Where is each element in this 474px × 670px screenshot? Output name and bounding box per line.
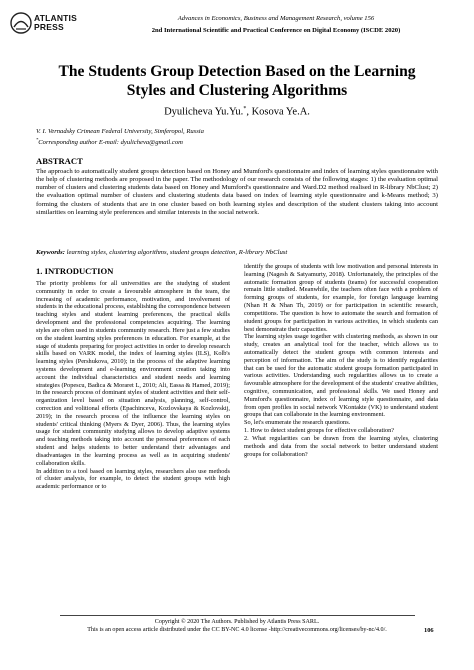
author-1-mark: *	[243, 106, 247, 112]
footer-divider	[60, 615, 415, 616]
atlantis-logo-icon	[10, 12, 32, 34]
intro-paragraph-5: So, let's enumerate the research questions.	[244, 419, 351, 427]
corresponding-mark: *	[36, 137, 39, 143]
keywords-list: learning styles, clustering algorithms, student groups detection, R-library NbClust	[64, 249, 288, 256]
journal-line: Advances in Economics, Business and Management Research, volume 156	[177, 15, 375, 22]
publisher-logo	[10, 10, 80, 36]
copyright-line: Copyright © 2020 The Authors. Published by Atlantis Press SARL.	[154, 619, 320, 625]
introduction-heading: 1. INTRODUCTION	[36, 266, 114, 276]
affiliation: V. I. Vernadsky Crimean Federal University, Simferopol, Russia	[36, 128, 204, 135]
research-question-2: 2. What regularities can be drawn from the learning styles, clustering methods and data from the social network to better understand student groups for collaboration?	[244, 434, 438, 458]
affiliation-block	[36, 128, 204, 148]
intro-paragraph-2: In addition to a tool based on learning styles, researchers also use methods of cluster analysis, for example, to detect the student groups with high academic performance or to	[36, 467, 230, 491]
keywords	[36, 249, 438, 257]
title-line-2: Styles and Clustering Algorithms	[126, 81, 348, 99]
intro-paragraph-4: The learning styles usage together with clustering methods, as shown in our study, creates an analytical tool for the teacher, which allows us to automatically detect the student groups with common interests and perception of information. The aim of the study is to identify regularities that can be used for the automatic student groups formation participated in various activities. Understanding such regularities allows us to create a favourable atmosphere for the development of the students' creative abilities, cognitive, communication, and professional skills. We used Honey and Mumford's questionnaire, index of learning style questionnaire, and data from open profiles in social network VKontakte (VK) to understand student groups that can collaborate in the learning environment.	[244, 333, 438, 419]
research-question-1: 1. How to detect student groups for effective collaboration?	[244, 427, 395, 435]
author-1: Dyulicheva Yu.Yu.	[164, 106, 244, 118]
title-line-1: The Students Group Detection Based on the Learning	[58, 63, 416, 80]
authors	[30, 106, 444, 118]
publisher-name-line2: PRESS	[34, 22, 64, 32]
publisher-name-line1: ATLANTIS	[34, 13, 77, 23]
intro-paragraph-3: identify the groups of students with low motivation and personal interests in learning (Nagesh & Satyamurty, 2018). Unfortunately, the principles of the automatic formation group of students (teams) for successful cooperation remain little studied. Meanwhile, the teachers often face with a problem of forming groups of students, for example, for foreign language learning (Nhan H & Nhan Th, 2019) or for participation in scientific research, competitions. The question is how to automate the search and formation of student groups for participation in various activities, in which students can best demonstrate their capacities.	[244, 263, 438, 333]
left-column	[36, 280, 230, 491]
license-line: This is an open access article distributed under the CC BY-NC 4.0 license -http://creativecommons.org/licenses/by-nc/4.0/.	[87, 627, 387, 633]
conference-line: 2nd International Scientific and Practical Conference on Digital Economy (ISCDE 2020)	[151, 27, 401, 34]
keywords-label: Keywords:	[36, 249, 65, 256]
paper-title	[30, 63, 444, 100]
intro-paragraph-1: The priority problems for all universities are the studying of student community in order to create a favourable atmosphere in the team, the increasing of academic performance, motivation, and involvement of students in the educational process, establishing the correspondence between teaching styles and student learning preferences, the practical skills development and the professional competencies acquiring. The learning styles are often used in students community research. Here just a few studies on the student learning styles preferences in education. For example, at the stage of students preparing for project activities in order to develop research skills based on VARK model, the index of learning styles (ILS), Kolb's learning styles (Pershukova, 2010); in the process of the adaptive learning systems development and e-learning environment creation taking into account the individual characteristics and student needs and learning strategies (Popescu, Badica & Moraret L, 2010; Ali, Eassa & Hamed, 2019); in the research process of dominant styles of student activities and their self-organization level based on situation analysis, planning, self-control, correction and volitional efforts (Epachinceva, Kozlovskaya & Kozlovskij, 2019); in the research process of the influence the learning styles on students' critical thinking (Myers & Dyer, 2006). Thus, the learning styles usage for student community studying allows to develop adaptive systems and teaching methods taking into account the personal preferences of each student and helps students to better understand their advantages and disadvantages in the learning process as well as in acquiring students' collaboration skills.	[36, 280, 230, 467]
abstract-heading: ABSTRACT	[36, 156, 83, 166]
right-column	[244, 263, 438, 458]
author-2: , Kosova Ye.A.	[246, 106, 310, 118]
page-number: 106	[424, 627, 434, 634]
abstract-text: The approach to automatically student groups detection based on Honey and Mumford's questionnaire and index of learning styles questionnaire with the help of clustering methods are proposed in the paper. The methodology of our research consists of the following stages: 1) the evaluation optimal number of clusters and clustering students data based on Honey and Mumford's questionnaire and Ward.D2 method realised in R-library NbClust; 2) the evaluation optimal number of clusters and clustering students data based on index of learning style questionnaire and k-Means method; 3) forming the clusters of students that are in one cluster based on both learning styles and description of the student clusters taking into account similarities on learning style preferences and similar interests in the social network.	[36, 168, 438, 216]
corresponding-author: Corresponding author E-mail: dyulicheva@gmail.com	[38, 139, 183, 147]
